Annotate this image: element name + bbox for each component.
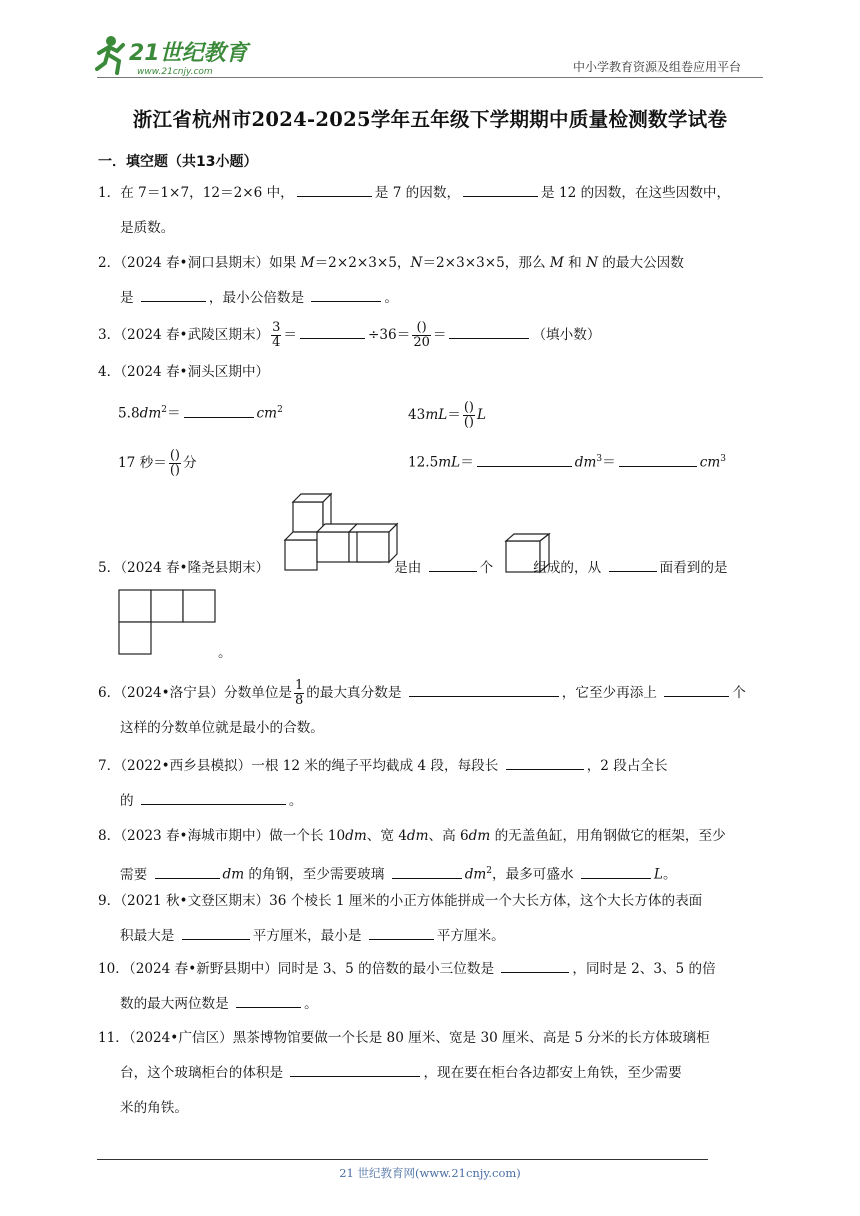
question-4: 4．（2024 春•洞头区期中） — [98, 364, 270, 380]
site-logo — [95, 33, 265, 77]
runner-icon — [97, 36, 123, 73]
answer-blank[interactable] — [300, 323, 365, 339]
answer-blank[interactable] — [182, 924, 250, 940]
view-shape-figure — [118, 589, 218, 659]
section-heading: 一．填空题（共13小题） — [98, 154, 258, 170]
fraction: $\frac{3}{4}$ — [272, 320, 281, 350]
q4-row2-left: 17 秒＝ $\frac{()}{()}$ 分 — [118, 448, 197, 478]
answer-blank[interactable] — [429, 556, 477, 572]
q4-row2-right: $12.5mL= dm^3= cm^3$ — [408, 442, 748, 481]
footer-divider — [97, 1159, 708, 1160]
logo-text: 21世纪教育 — [129, 41, 248, 66]
logo-url: www.21cnjy.com — [137, 67, 213, 77]
fraction: $\frac{()}{()}$ — [463, 400, 474, 430]
footer-link[interactable]: 21 世纪教育网(www.21cnjy.com) — [339, 1166, 521, 1180]
fraction: $\frac{1}{8}$ — [295, 678, 304, 708]
answer-blank[interactable] — [236, 992, 301, 1008]
answer-blank[interactable] — [141, 286, 206, 302]
question-2: 2．（2024 春•洞口县期末）如果 M＝2×2×3×5，N＝2×3×3×5，那么 M 和 N 的最大公因数 是 ，最小公倍数是 。 — [98, 255, 684, 306]
answer-blank[interactable] — [392, 863, 462, 879]
question-9: 9．（2021 秋•文登区期末）36 个棱长 1 厘米的小正方体能拼成一个大长方体，这个大长方体的表面 积最大是 平方厘米，最小是 平方厘米。 — [98, 893, 703, 944]
answer-blank[interactable] — [155, 863, 220, 879]
answer-blank[interactable] — [581, 863, 651, 879]
question-5: 5．（2024 春•隆尧县期末） 是由 个 组成的，从 面看到的是 — [98, 551, 766, 586]
answer-blank[interactable] — [501, 957, 569, 973]
question-10: 10．（2024 春•新野县期中）同时是 3、5 的倍数的最小三位数是 ，同时是 2、3、5 的倍 数的最大两位数是 。 — [98, 952, 766, 1022]
fraction: $\frac{()}{20}$ — [413, 320, 430, 350]
q4-row1-right: 43mL＝ $\frac{()}{()}$ L — [408, 400, 487, 430]
answer-blank[interactable] — [609, 556, 657, 572]
answer-blank[interactable] — [141, 789, 286, 805]
question-8: 8．（2023 春•海城市期中）做一个长 10dm、宽 4dm、高 6dm 的无盖鱼缸，用角钢做它的框架，至少 需要 dm 的角钢，至少需要玻璃 $dm^2$，最多可盛水 L。 — [98, 828, 726, 883]
question-7: 7．（2022•西乡县模拟）一根 12 米的绳子平均截成 4 段，每段长 ，2 段占全长 的 。 — [98, 749, 766, 819]
question-6: 6．（2024•洛宁县）分数单位是 $\frac{1}{8}$ 的最大真分数是 ，它至少再添上 个 这样的分数单位就是最小的合数。 — [98, 678, 746, 736]
answer-blank[interactable] — [290, 1061, 420, 1077]
answer-blank[interactable] — [664, 681, 729, 697]
answer-blank[interactable] — [619, 451, 697, 467]
answer-blank[interactable] — [184, 402, 254, 418]
q4-row1-left: $5.8dm^2= cm^2$ — [118, 393, 418, 432]
question-3: 3．（2024 春•武陵区期末） $\frac{3}{4}$ ＝ ÷36＝ $\frac{()}{20}$ ＝ （填小数） — [98, 320, 601, 350]
question-number: 1． — [98, 185, 121, 201]
answer-blank[interactable] — [297, 181, 372, 197]
q5-end: 。 — [218, 645, 232, 661]
page-title: 浙江省杭州市2024-2025学年五年级下学期期中质量检测数学试卷 — [132, 108, 728, 131]
fraction: $\frac{()}{()}$ — [169, 448, 180, 478]
brand-tagline: 中小学教育资源及组卷应用平台 — [573, 60, 742, 74]
answer-blank[interactable] — [449, 323, 529, 339]
answer-blank[interactable] — [506, 754, 584, 770]
answer-blank[interactable] — [463, 181, 538, 197]
question-11: 11．（2024•广信区）黑茶博物馆要做一个长是 80 厘米、宽是 30 厘米、高是 5 分米的长方体玻璃柜 台，这个玻璃柜台的体积是 ，现在要在柜台各边都安上角铁，至少需要 米的角铁。 — [98, 1030, 710, 1116]
answer-blank[interactable] — [311, 286, 381, 302]
answer-blank[interactable] — [477, 451, 572, 467]
answer-blank[interactable] — [409, 681, 559, 697]
answer-blank[interactable] — [369, 924, 434, 940]
header-divider — [97, 77, 763, 78]
question-1: 1．在 7＝1×7，12＝2×6 中， 是 7 的因数， 是 12 的因数，在这些因数中， 是质数。 — [98, 176, 766, 246]
